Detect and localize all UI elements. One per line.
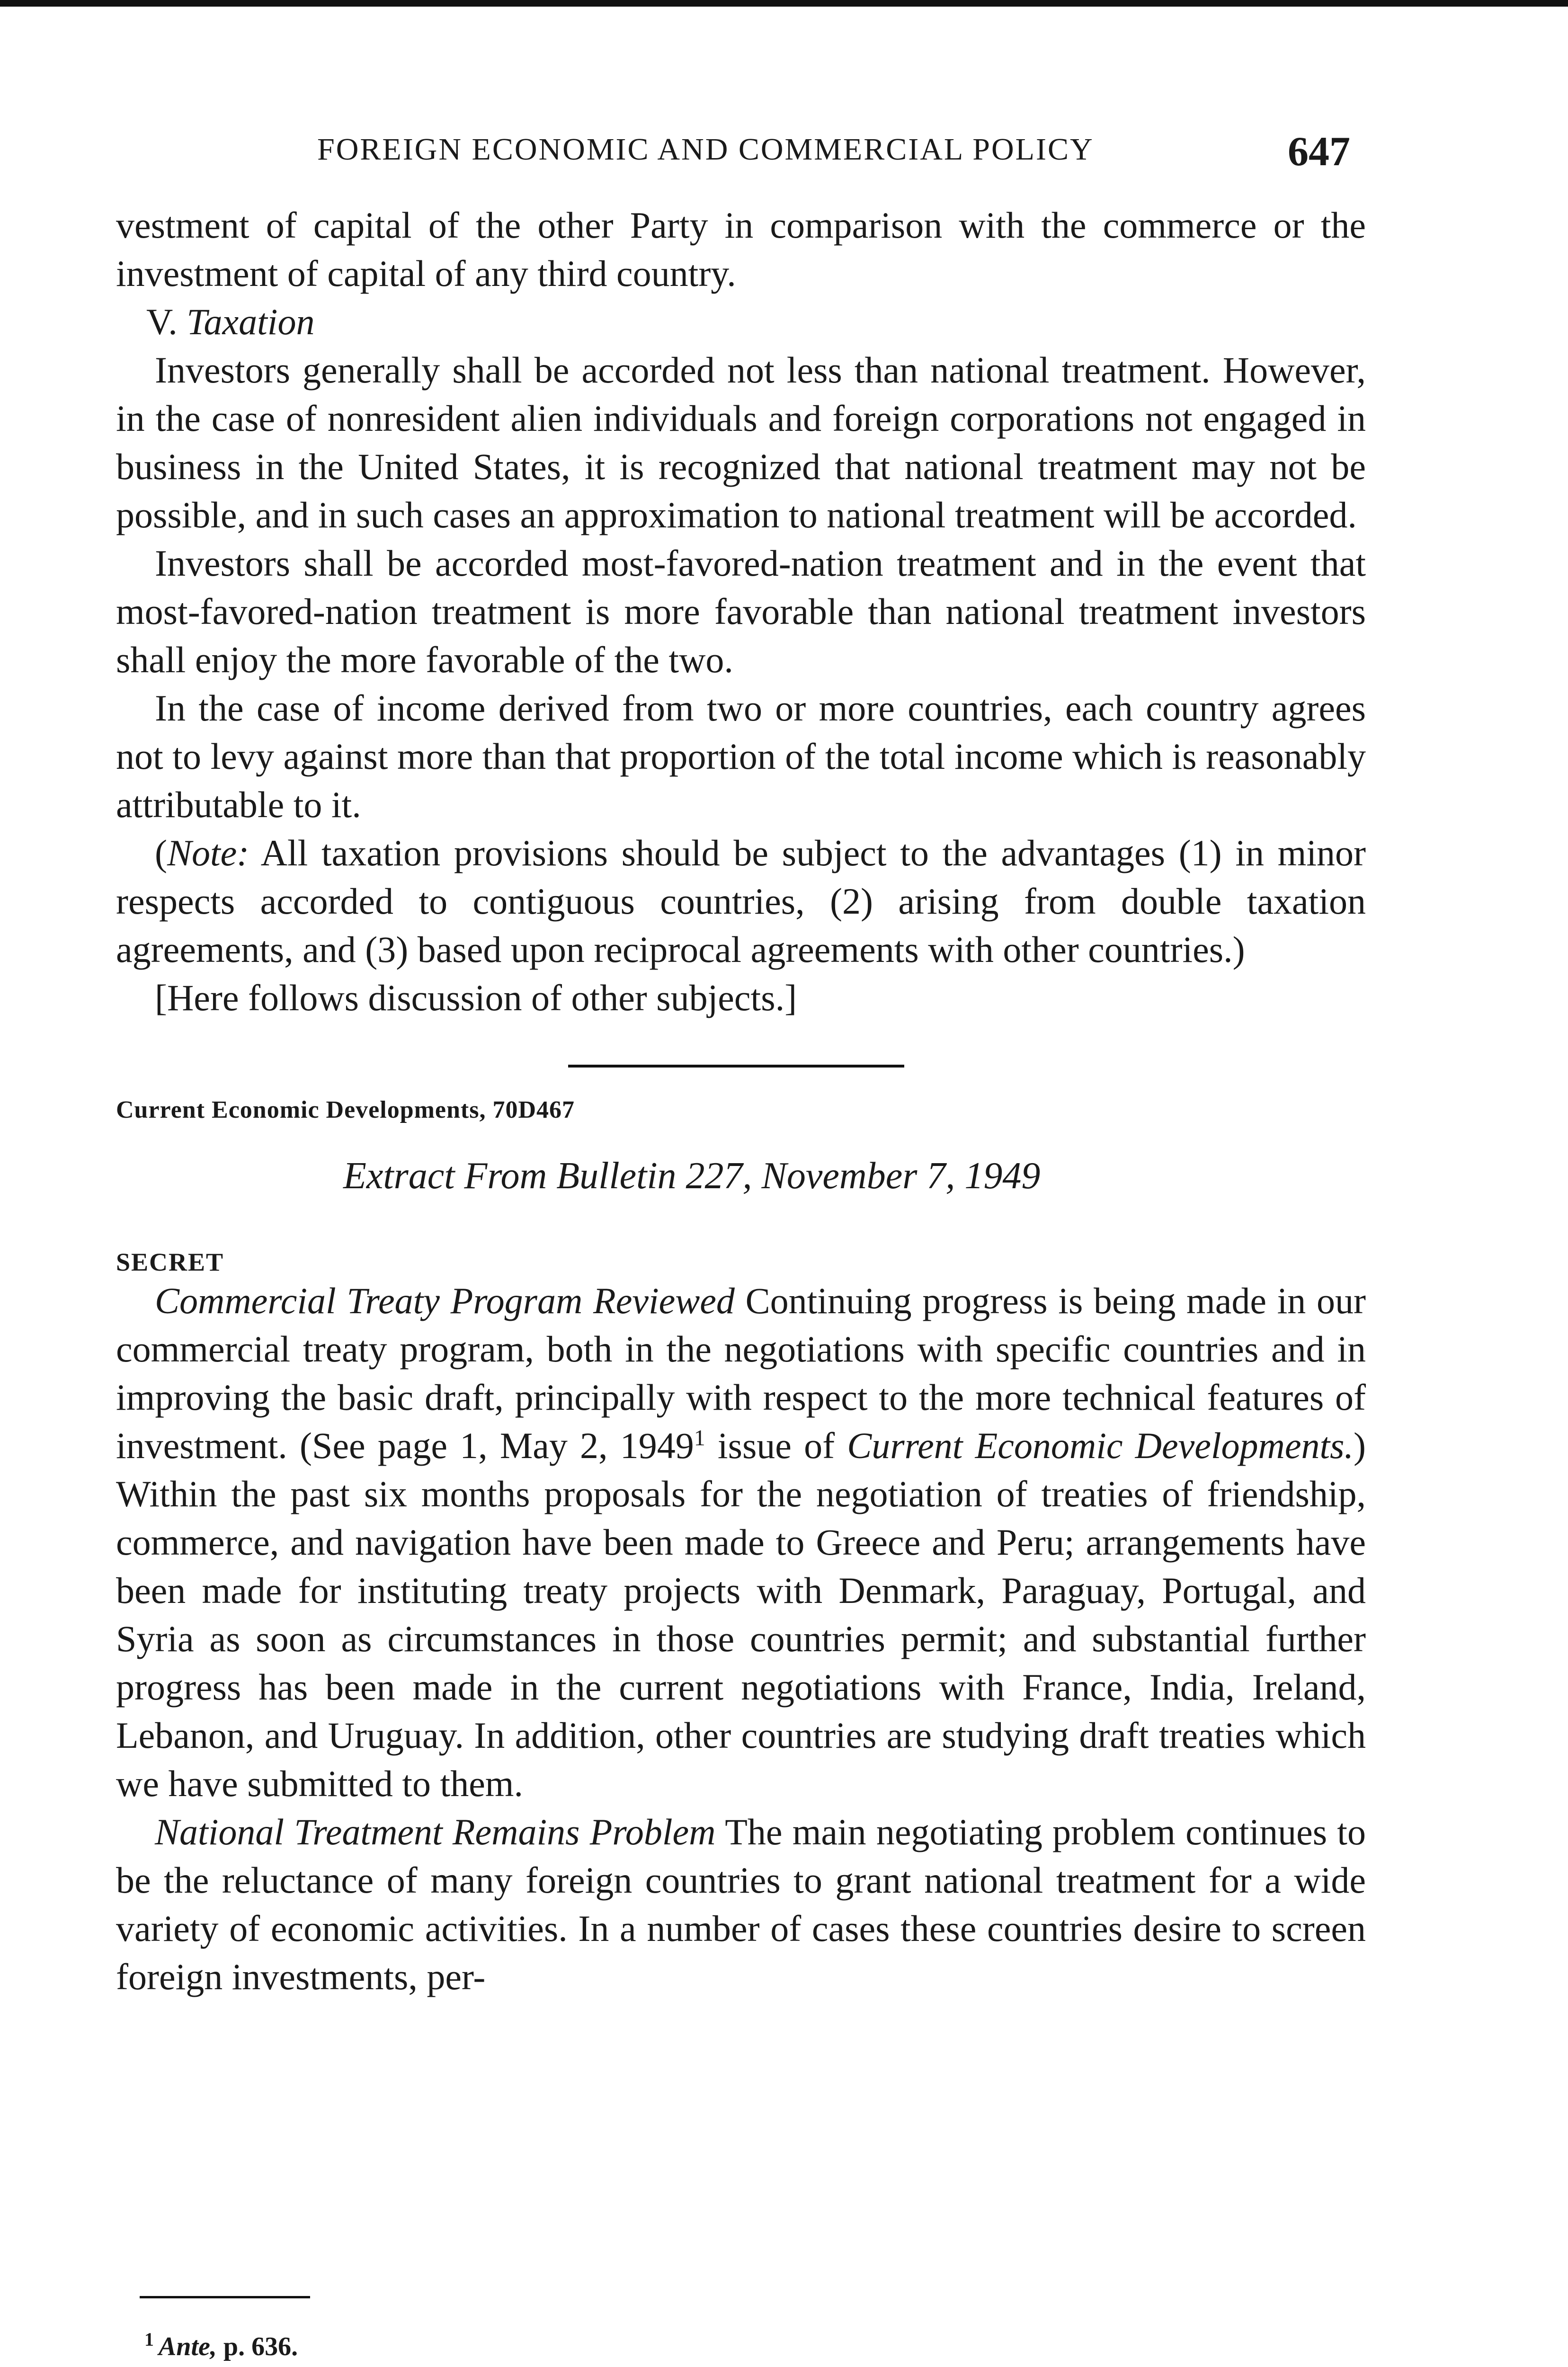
footnote-text: p. 636. [216, 2332, 298, 2361]
section-number: V. [146, 301, 178, 342]
classification-marking: SECRET [116, 1248, 224, 1276]
national-treatment-problem-text: The main negotiating problem continues to be the reluctance of many foreign countries to grant national treatment for a wide variety of economic activities. In a number of cases these countries desire to screen foreign investments, per- [116, 1811, 1366, 1997]
paragraph-mfn-treatment: Investors shall be accorded most-favored-nation treatment and in the event that most-favored-nation treatment is more favorable than national treatment investors shall enjoy the more favorable of the two. [116, 543, 1366, 680]
treaty-program-text-c: ) Within the past six months proposals for the negotiation of treaties of friendship, commerce, and navigation have been made to Greece and Peru; arrangements have been made for instituting treaty projects with Denmark, Paraguay, Portugal, and Syria as soon as circumstances in those countries permit; and substantial further progress has been made in the current negotiations with France, India, Ireland, Lebanon, and Uruguay. In addition, other countries are studying draft treaties which we have submitted to them. [116, 1425, 1366, 1804]
run-in-heading-national-treatment: National Treatment Remains Problem [155, 1811, 716, 1852]
text-column [116, 201, 1366, 2001]
paragraph-national-treatment: Investors generally shall be accorded not less than national treatment. However, in the case of nonresident alien individuals and foreign corporations not engaged in business in the United States, it is recognized that national treatment may not be possible, and in such cases an approximation to national treatment will be accorded. [116, 349, 1366, 535]
footnote-rule [140, 2296, 310, 2298]
paragraph-national-treatment-problem [116, 1808, 1366, 2001]
section-title: Taxation [187, 301, 315, 342]
paragraph-treaty-program [116, 1277, 1366, 1808]
note-open-paren: ( [155, 832, 167, 873]
publication-title: Current Economic Developments. [847, 1425, 1354, 1466]
paragraph-continuation: vestment of capital of the other Party in comparison with the commerce or the investment of capital of any third country. [116, 205, 1366, 294]
treaty-program-text-b: issue of [705, 1425, 847, 1466]
section-separator [568, 1065, 904, 1068]
document-title: Extract From Bulletin 227, November 7, 1949 [343, 1155, 1041, 1197]
paragraph-note [116, 829, 1366, 974]
footnote-reference: 1 [694, 1425, 705, 1450]
page-number: 647 [1288, 129, 1350, 175]
running-head [0, 128, 1568, 180]
treaty-program-text-a: Continuing progress is being made in our commercial treaty program, both in the negotiations with specific countries and in improving the basic draft, principally with respect to the more technical features of investment. (See page 1, May 2, 1949 [116, 1280, 1366, 1466]
editorial-bracket-note: [Here follows discussion of other subjects.] [155, 977, 797, 1018]
note-text: All taxation provisions should be subject to the advantages (1) in minor respects accorded to contiguous countries, (2) arising from double taxation agreements, and (3) based upon reciprocal agreements with other countries.) [116, 832, 1366, 970]
document-source: Current Economic Developments, 70D467 [116, 1096, 575, 1123]
run-in-heading-treaty-program: Commercial Treaty Program Reviewed [155, 1280, 735, 1321]
paragraph-income: In the case of income derived from two or more countries, each country agrees not to levy against more than that proportion of the total income which is reasonably attributable to it. [116, 687, 1366, 825]
section-heading-taxation [116, 298, 1366, 346]
note-label: Note: [167, 832, 249, 873]
top-border-rule [0, 0, 1568, 7]
running-title: FOREIGN ECONOMIC AND COMMERCIAL POLICY [317, 132, 1094, 167]
footnote [144, 2331, 298, 2362]
footnote-marker: 1 [144, 2329, 154, 2350]
footnote-ref: Ante, [159, 2332, 217, 2361]
